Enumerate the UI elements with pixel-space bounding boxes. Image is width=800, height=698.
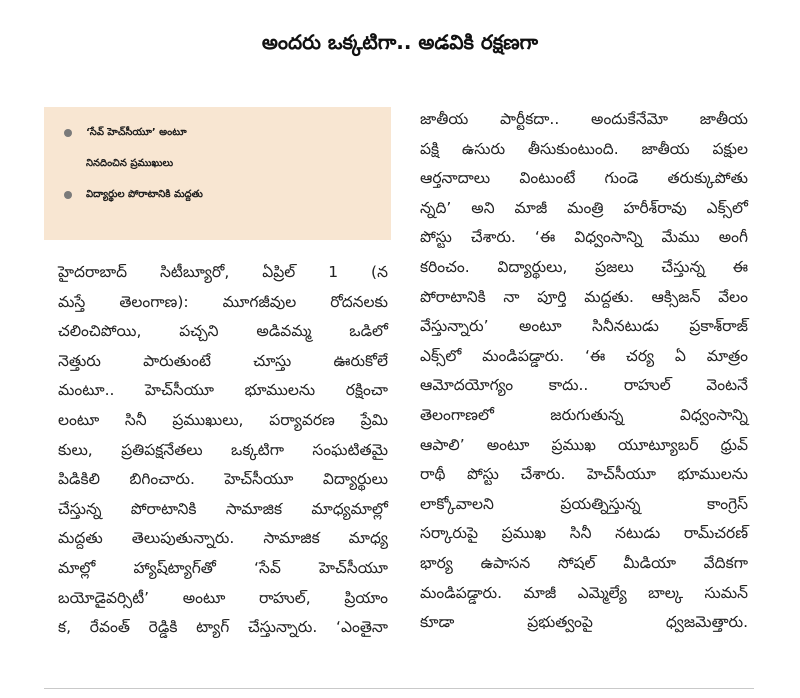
- article-line: మస్తే తెలంగాణ): మూగజీవుల రోదనలకు: [58, 292, 388, 311]
- bullet-icon: [64, 129, 72, 137]
- bullet-icon: [64, 191, 72, 199]
- article-line: మండిపడ్డారు. మాజీ ఎమ్మెల్యే బాల్క సుమన్: [420, 583, 748, 602]
- highlight-text: విద్యార్థుల పోరాటానికి మద్దతు: [86, 189, 203, 200]
- highlights-list: [44, 107, 391, 210]
- article-line: చేస్తున్న పోరాటానికి సామాజిక మాధ్యమాల్లో: [58, 499, 388, 518]
- article-line: లాక్కోవాలని ప్రయత్నిస్తున్న కాంగ్రెస్: [420, 494, 748, 513]
- article-line: మద్దతు తెలుపుతున్నారు. సామాజిక మాధ్య: [58, 529, 388, 548]
- article-line: ఆపాలి’ అంటూ ప్రముఖ యూట్యూబర్ ధ్రువ్: [420, 435, 748, 454]
- highlight-text: ‘సేవ్ హెచ్‌సీయూ’ అంటూ: [86, 127, 187, 138]
- article-column-left: [58, 258, 388, 643]
- article-line: మంటూ.. హెచ్‌సీయూ భూములను రక్షించా: [58, 381, 388, 400]
- article-line: తెలంగాణలో జరుగుతున్న విధ్వంసాన్ని: [420, 405, 748, 424]
- article-line: న్నది’ అని మాజీ మంత్రి హరీశ్‌రావు ఎక్స్‌లో: [420, 198, 748, 217]
- article-column-right: [420, 105, 748, 638]
- article-line: పోరాటానికి నా పూర్తి మద్దతు. ఆక్సిజన్ వేలం: [420, 287, 748, 306]
- article-line: ఆర్తనాదాలు వింటుంటే గుండె తరుక్కుపోతు: [420, 169, 748, 188]
- article-line: ఆమోదయోగ్యం కాదు.. రాహుల్ వెంటనే: [420, 376, 748, 395]
- article-line: చలించిపోయి, పచ్చని అడివమ్మ ఒడిలో: [58, 322, 388, 341]
- article-line: రాథీ పోస్టు చేశారు. హెచ్‌సీయూ భూములను: [420, 465, 748, 484]
- article-line-last: కూడా ప్రభుత్వంపై ధ్వజమెత్తారు.: [420, 613, 748, 632]
- article-line: వేస్తున్నారు’ అంటూ సినీనటుడు ప్రకాశ్‌రాజ్: [420, 317, 748, 336]
- article-line: పోస్టు చేశారు. ‘ఈ విధ్వంసాన్ని మేము అంగీ: [420, 228, 748, 247]
- highlights-box: [44, 107, 391, 240]
- headline: అందరు ఒక్కటిగా.. అడవికి రక్షణగా: [261, 30, 539, 54]
- article-line: భార్య ఉపాసన సోషల్ మీడియా వేదికగా: [420, 553, 748, 572]
- article-line: సర్కారుపై ప్రముఖ సినీ నటుడు రామ్‌చరణ్: [420, 524, 748, 543]
- article-line: పక్షి ఉసురు తీసుకుంటుంది. జాతీయ పక్షుల: [420, 139, 748, 158]
- article-line: నెత్తురు పారుతుంటే చూస్తు ఊరుకోలే: [58, 351, 388, 370]
- article-line: మాల్లో హ్యాష్‌ట్యాగ్‌తో ‘సేవ్ హెచ్‌సీయూ: [58, 558, 388, 577]
- highlight-text: నినదించిన ప్రముఖులు: [86, 158, 174, 169]
- bottom-divider: [44, 688, 754, 689]
- highlight-item: [44, 117, 391, 148]
- article-line: హైదరాబాద్ సిటీబ్యూరో, ఏప్రిల్ 1 (న: [58, 263, 388, 281]
- article-line: పిడికిలి బిగించారు. హెచ్‌సీయూ విద్యార్థులు: [58, 470, 388, 489]
- article-line: లంటూ సినీ ప్రముఖులు, పర్యావరణ ప్రేమి: [58, 410, 388, 429]
- highlight-item: [44, 179, 391, 210]
- article-line: బయోడైవర్సిటీ’ అంటూ రాహుల్, ప్రియాం: [58, 588, 388, 607]
- article-line: జాతీయ పార్టీకదా.. అందుకేనేమో జాతీయ: [420, 110, 748, 128]
- article-line: క, రేవంత్ రెడ్డికి ట్యాగ్ చేస్తున్నారు. ‘ఎంతైనా: [58, 618, 388, 637]
- article-line: కులు, ప్రతిపక్షనేతలు ఒక్కటిగా సంఘటితమై: [58, 440, 388, 459]
- article-line: కరించం. విద్యార్థులు, ప్రజలు చేస్తున్న ఈ: [420, 257, 748, 276]
- highlight-item-continued: [44, 148, 391, 179]
- article-line: ఎక్స్‌లో మండిపడ్డారు. ‘ఈ చర్య ఏ మాత్రం: [420, 346, 748, 365]
